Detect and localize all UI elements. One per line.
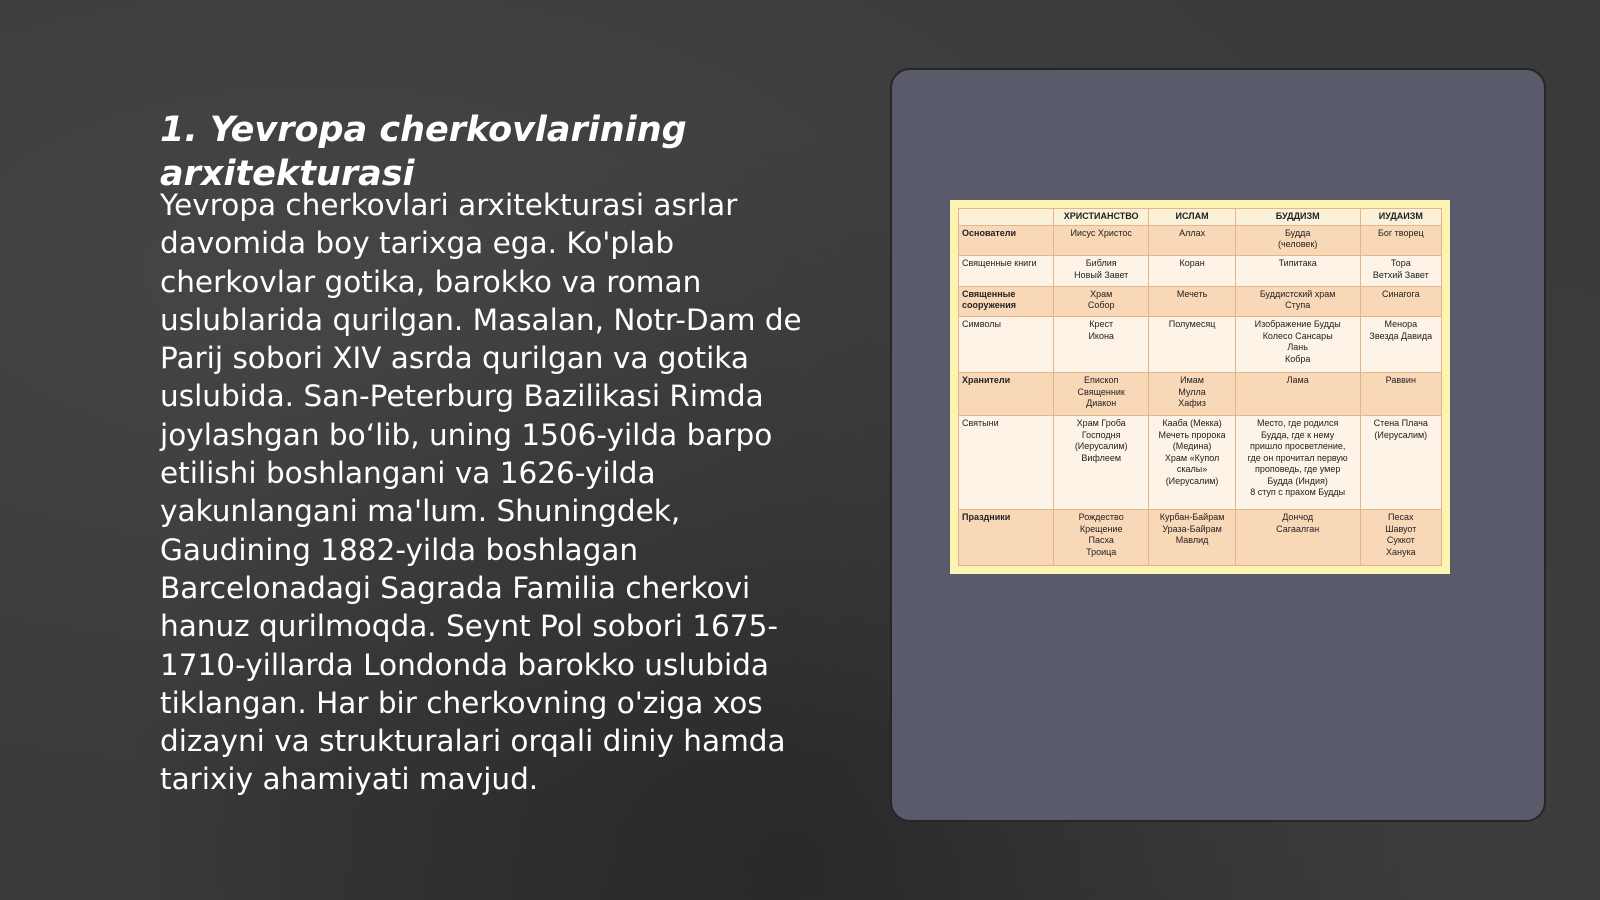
table-cell: Иисус Христос (1054, 225, 1149, 256)
table-cell: Коран (1149, 256, 1235, 287)
table-row (959, 225, 1442, 256)
table-cell: Храм Собор (1054, 286, 1149, 317)
table-cell: Синагога (1360, 286, 1441, 317)
table-cell: Будда (человек) (1235, 225, 1360, 256)
table-cell: Лама (1235, 373, 1360, 416)
table-row-label: Символы (959, 317, 1054, 373)
table-cell: Дончод Сагаалган (1235, 510, 1360, 566)
table-cell: Раввин (1360, 373, 1441, 416)
table-header-cell: ХРИСТИАНСТВО (1054, 209, 1149, 226)
table-row-label: Священные сооружения (959, 286, 1054, 317)
table-cell: Менора Звезда Давида (1360, 317, 1441, 373)
table-cell: Аллах (1149, 225, 1235, 256)
table-row (959, 286, 1442, 317)
table-cell: Буддистский храм Ступа (1235, 286, 1360, 317)
table-cell: Кааба (Мекка) Мечеть пророка (Медина) Храм «Купол скалы» (Иерусалим) (1149, 416, 1235, 510)
table-cell: Песах Шавуот Суккот Ханука (1360, 510, 1441, 566)
table-cell: Типитака (1235, 256, 1360, 287)
religions-table (958, 208, 1442, 566)
table-cell: Тора Ветхий Завет (1360, 256, 1441, 287)
table-row-label: Святыни (959, 416, 1054, 510)
religions-table-image (950, 200, 1450, 574)
table-row (959, 317, 1442, 373)
table-row (959, 256, 1442, 287)
table-cell: Имам Мулла Хафиз (1149, 373, 1235, 416)
table-row-label: Священные книги (959, 256, 1054, 287)
table-cell: Полумесяц (1149, 317, 1235, 373)
table-row-label: Хранители (959, 373, 1054, 416)
table-cell: Мечеть (1149, 286, 1235, 317)
table-cell: Место, где родился Будда, где к нему пришло просветление, где он прочитал первую проповедь, где умер Будда (Индия) 8 ступ с прахом Будды (1235, 416, 1360, 510)
table-cell: Курбан-Байрам Ураза-Байрам Мавлид (1149, 510, 1235, 566)
table-row (959, 416, 1442, 510)
slide-body-text: Yevropa cherkovlari arxitekturasi asrlar davomida boy tarixga ega. Ko'plab cherkovlar gotika, barokko va roman uslublarida qurilgan. Masalan, Notr-Dam de Parij sobori XIV asrda qurilgan va gotika uslubida. San-Peterburg Bazilikasi Rimda joylashgan bo‘lib, uning 1506-yilda barpo etilishi boshlangani va 1626-yilda yakunlangani ma'lum. Shuningdek, Gaudining 1882-yilda boshlagan Barcelonadagi Sagrada Familia cherkovi hanuz qurilmoqda. Seynt Pol sobori 1675-1710-yillarda Londonda barokko uslubida tiklangan. Har bir cherkovning o'ziga xos dizayni va strukturalari orqali diniy hamda tarixiy ahamiyati mavjud. (160, 188, 802, 797)
table-cell: Изображение Будды Колесо Сансары Лань Кобра (1235, 317, 1360, 373)
table-header-cell: ИУДАИЗМ (1360, 209, 1441, 226)
table-cell: Крест Икона (1054, 317, 1149, 373)
table-cell: Библия Новый Завет (1054, 256, 1149, 287)
table-row-label: Основатели (959, 225, 1054, 256)
table-row (959, 510, 1442, 566)
table-cell: Рождество Крещение Пасха Троица (1054, 510, 1149, 566)
table-cell: Бог творец (1360, 225, 1441, 256)
table-header-cell: БУДДИЗМ (1235, 209, 1360, 226)
slide-title: 1. Yevropa cherkovlarining arxitekturasi (160, 110, 687, 194)
table-header-cell (959, 209, 1054, 226)
table-header-cell: ИСЛАМ (1149, 209, 1235, 226)
table-cell: Епископ Священник Диакон (1054, 373, 1149, 416)
table-row-label: Праздники (959, 510, 1054, 566)
table-cell: Стена Плача (Иерусалим) (1360, 416, 1441, 510)
table-cell: Храм Гроба Господня (Иерусалим) Вифлеем (1054, 416, 1149, 510)
table-row (959, 373, 1442, 416)
